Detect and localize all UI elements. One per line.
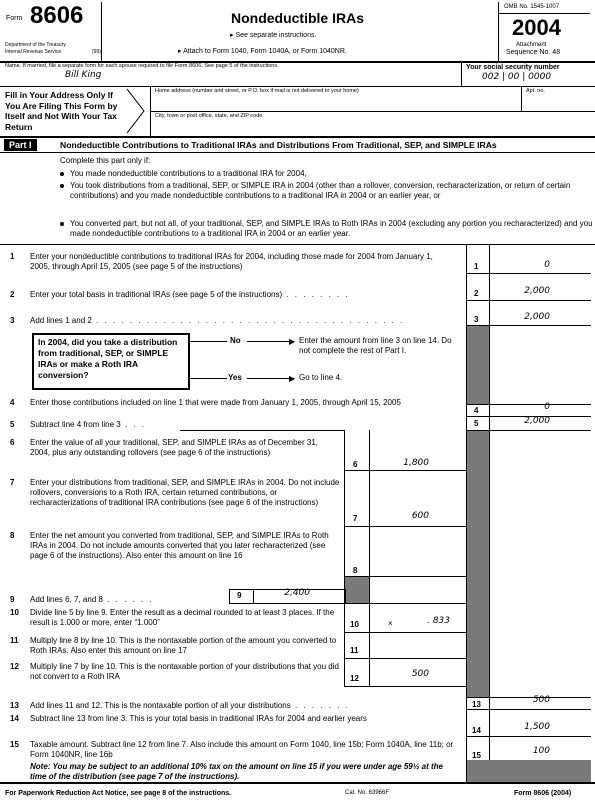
paperwork-notice: For Paperwork Reduction Act Notice, see page 8 of the instructions. xyxy=(5,790,232,797)
line-8-box-label: 8 xyxy=(353,566,358,575)
part1-intro: Complete this part only if: xyxy=(60,156,151,165)
line-6-box-label: 6 xyxy=(353,460,358,469)
line-5-text: Subtract line 4 from line 3 . . . xyxy=(30,420,147,429)
line-12-box-label: 12 xyxy=(350,674,359,683)
no-instruction: Enter the amount from line 3 on line 14. Do not complete the rest of Part I. xyxy=(299,336,452,355)
line-13-number: 13 xyxy=(10,701,19,710)
line-1-amount[interactable]: 0 xyxy=(544,260,550,270)
line-13-text: Add lines 11 and 12. This is the nontaxable portion of all your distributions . . . . . . . xyxy=(30,701,350,710)
form-label: Form xyxy=(6,15,23,22)
line-15-amount[interactable]: 100 xyxy=(532,746,550,756)
question-text: In 2004, did you take a distribution from traditional, SEP, or SIMPLE IRAs or make a Roth IRA conversion? xyxy=(38,337,178,380)
form-title: Nondeductible IRAs xyxy=(230,10,364,26)
arrow-right-icon: ▶ xyxy=(289,337,296,346)
line-6-text: Enter the value of all your traditional, SEP, and SIMPLE IRAs as of December 31, 2004, plus any outstanding rollovers (see page 6 of the instructions) xyxy=(30,438,319,457)
line-9-number: 9 xyxy=(10,595,15,604)
line-3-number: 3 xyxy=(10,316,15,325)
yes-label: Yes xyxy=(228,373,242,382)
part1-bullet-2: You took distributions from a traditional, SEP, or SIMPLE IRA in 2004 (other than a rollover, conversion, recharacterization, or return of certain contributions) and you made nondeductible contributions to a traditional IRA in 2004 or an earlier year, or xyxy=(60,181,595,201)
yes-instruction: Go to line 4. xyxy=(299,373,343,382)
line-9-text: Add lines 6, 7, and 8 . . . . . . xyxy=(30,595,154,604)
line-6-amount[interactable]: 1,800 xyxy=(403,458,429,468)
line-3-amount[interactable]: 2,000 xyxy=(524,312,550,322)
line-15-note: Note: You may be subject to an additional 10% tax on the amount on line 15 if you were under age 59½ at the time of the distribution (see page 7 of the instructions). xyxy=(30,762,443,781)
shaded-area xyxy=(467,760,591,782)
line-2-text: Enter your total basis in traditional IRAs (see page 5 of the instructions) . . . . . . . . xyxy=(30,290,350,299)
city-label: City, town or post office, state, and ZIP code xyxy=(155,113,263,119)
tax-year: 2004 xyxy=(512,15,561,40)
dept-line1: Department of the Treasury xyxy=(5,42,66,48)
apt-label: Apt. no. xyxy=(526,88,545,94)
line-15-number: 15 xyxy=(10,740,19,749)
shaded-area xyxy=(467,326,489,404)
see-instructions: ▸ See separate instructions. xyxy=(230,32,317,39)
line-12-amount[interactable]: 500 xyxy=(411,669,429,679)
form-reference: Form 8606 (2004) xyxy=(514,790,572,797)
line-9-amount[interactable]: 2,400 xyxy=(284,588,310,598)
arrow-right-icon: ▶ xyxy=(289,374,296,383)
line-13-amount[interactable]: 500 xyxy=(532,695,550,705)
attachment-label: Attachment xyxy=(516,42,547,48)
line-6-number: 6 xyxy=(10,438,15,447)
sequence-number: Sequence No. 48 xyxy=(506,49,561,56)
line-10-box-label: 10 xyxy=(350,620,359,629)
part1-title: Nondeductible Contributions to Traditional IRAs and Distributions From Traditional, SEP, and SIMPLE IRAs xyxy=(60,140,497,150)
part1-badge: Part I xyxy=(4,139,37,151)
fill-in-address-note: Fill in Your Address Only If You Are Filing This Form by Itself and Not With Your Tax Return xyxy=(5,90,118,132)
line-2-number: 2 xyxy=(10,290,15,299)
line-10-text: Divide line 5 by line 9. Enter the result as a decimal rounded to at least 3 places. If the result is 1.000 or more, enter “1.000” xyxy=(30,608,335,627)
line-14-text: Subtract line 13 from line 3. This is your total basis in traditional IRAs for 2004 and earlier years xyxy=(30,714,367,723)
line-7-box-label: 7 xyxy=(353,514,358,523)
line-3-box-label: 3 xyxy=(474,315,479,324)
multiply-sign: × xyxy=(388,619,393,628)
line-8-text: Enter the net amount you converted from traditional, SEP, and SIMPLE IRAs to Roth IRAs in 2004. Do not include amounts converted that you later recharacterized (see page 6 of the instructions). Also enter this amount on line 16 xyxy=(30,531,329,560)
line-7-number: 7 xyxy=(10,478,15,487)
name-label: Name. If married, file a separate form for each spouse required to file Form 8606. See page 5 of the instructions. xyxy=(5,63,279,69)
chevron-right-icon xyxy=(124,87,148,135)
line-8-number: 8 xyxy=(10,531,15,540)
dept-code: (99) xyxy=(92,49,101,55)
line-5-amount[interactable]: 2,000 xyxy=(524,416,550,426)
line-11-box-label: 11 xyxy=(350,646,359,655)
part1-bullet-3: You converted part, but not all, of your traditional, SEP, and SIMPLE IRAs to Roth IRAs in 2004 (excluding any portion you recharacterized) and you made nondeductible contributions to a traditional IRA in 2004 or an earlier year. xyxy=(60,219,595,239)
line-15-text: Taxable amount. Subtract line 12 from line 7. Also include this amount on Form 1040, line 15b; Form 1040A, line 11b; or Form 1040NR, line 16b xyxy=(30,740,454,759)
ssn-value[interactable]: 002 | 00 | 0000 xyxy=(482,72,552,82)
line-4-amount[interactable]: 0 xyxy=(544,402,550,412)
home-address-label: Home address (number and street, or P.O. box if mail is not delivered to your home) xyxy=(155,88,359,94)
part1-bullet-1: You made nondeductible contributions to a traditional IRA for 2004, xyxy=(60,169,585,179)
line-2-amount[interactable]: 2,000 xyxy=(524,286,550,296)
line-5-box-label: 5 xyxy=(474,419,479,428)
shaded-area xyxy=(467,430,489,698)
line-1-number: 1 xyxy=(10,252,15,261)
line-11-number: 11 xyxy=(10,636,19,645)
line-9-box-label: 9 xyxy=(237,591,242,600)
line-14-number: 14 xyxy=(10,714,19,723)
line-12-text: Multiply line 7 by line 10. This is the nontaxable portion of your distributions that you did not convert to a Roth IRA xyxy=(30,662,339,681)
attach-instruction: ▸ Attach to Form 1040, Form 1040A, or Form 1040NR. xyxy=(178,48,347,55)
line-4-box-label: 4 xyxy=(474,406,479,415)
form-number: 8606 xyxy=(30,2,84,29)
line-3-text: Add lines 1 and 2 . . . . . . . . . . . . . . . . . . . . . . . . . . . . . . . . . . . . . xyxy=(30,316,405,325)
line-10-amount[interactable]: . 833 xyxy=(427,616,450,626)
home-address-input[interactable] xyxy=(155,96,500,110)
line-12-number: 12 xyxy=(10,662,19,671)
line-14-amount[interactable]: 1,500 xyxy=(524,722,550,732)
no-label: No xyxy=(230,336,241,345)
line-1-text: Enter your nondeductible contributions to traditional IRAs for 2004, including those made for 2004 from January 1, 2005, through April 15, 2005 (see page 5 of the instructions) xyxy=(30,252,433,271)
taxpayer-name-value[interactable]: Bill King xyxy=(65,70,102,80)
omb-number: OMB No. 1545-1007 xyxy=(504,4,560,10)
shaded-area xyxy=(345,577,369,603)
dept-line2: Internal Revenue Service xyxy=(5,49,62,55)
line-14-box-label: 14 xyxy=(472,726,481,735)
line-2-box-label: 2 xyxy=(474,289,479,298)
catalog-number: Cat. No. 63966F xyxy=(345,790,390,796)
line-4-number: 4 xyxy=(10,398,15,407)
line-5-number: 5 xyxy=(10,420,15,429)
line-4-text: Enter those contributions included on line 1 that were made from January 1, 2005, through April 15, 2005 xyxy=(30,398,401,407)
city-input[interactable] xyxy=(155,120,585,134)
line-7-text: Enter your distributions from traditional, SEP, and SIMPLE IRAs in 2004. Do not include rollovers, conversions to a Roth IRA, certain returned contributions, or recharacterizations of traditional IRA contributions (see page 6 of the instructions) xyxy=(30,478,340,507)
line-1-box-label: 1 xyxy=(474,262,479,271)
line-7-amount[interactable]: 600 xyxy=(411,511,429,521)
line-11-text: Multiply line 8 by line 10. This is the nontaxable portion of the amount you converted to Roth IRAs. Also enter this amount on line 17 xyxy=(30,636,337,655)
line-13-box-label: 13 xyxy=(472,700,481,709)
line-10-number: 10 xyxy=(10,608,19,617)
line-15-box-label: 15 xyxy=(472,751,481,760)
ssn-label: Your social security number xyxy=(466,64,560,71)
